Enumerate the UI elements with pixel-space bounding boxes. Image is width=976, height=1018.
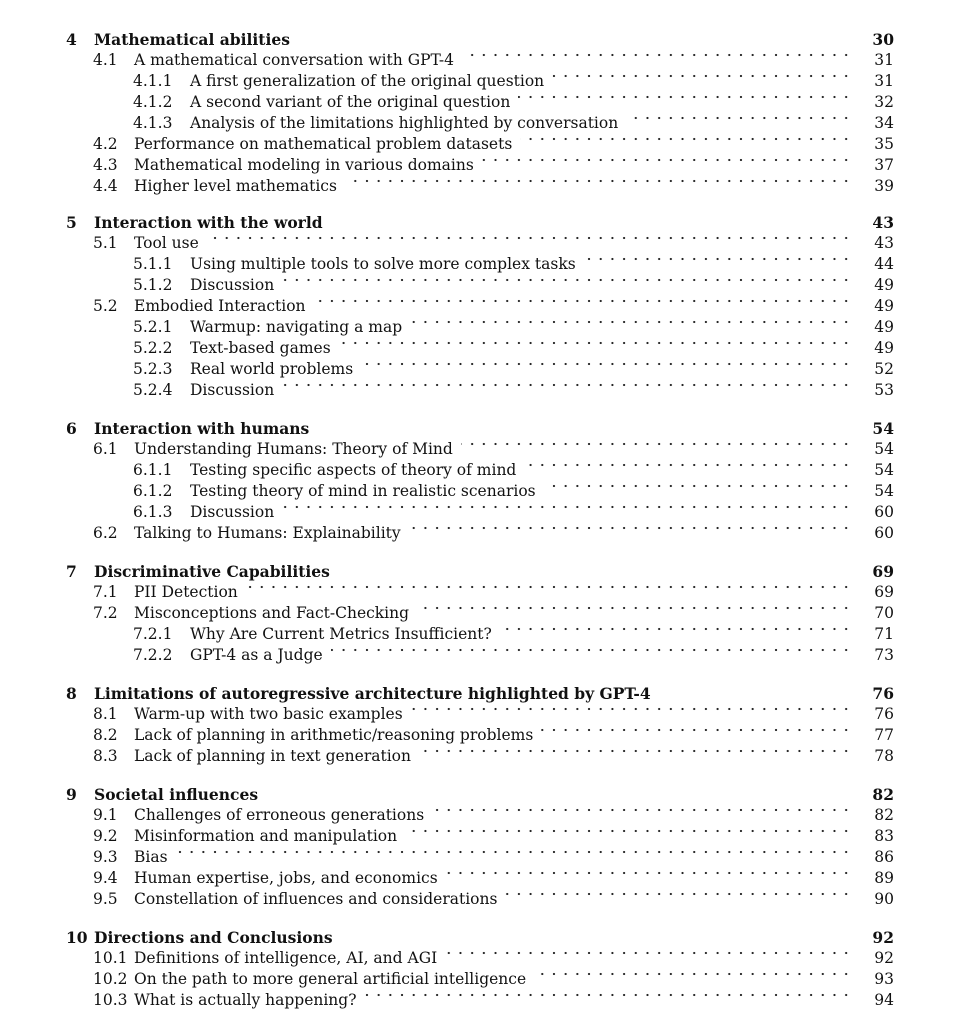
toc-number: 6.1 <box>93 440 118 458</box>
toc-entry-section[interactable] <box>0 176 976 197</box>
toc-page-number: 31 <box>874 51 894 69</box>
toc-entry-section[interactable] <box>0 50 976 71</box>
toc-page-number: 92 <box>872 928 894 947</box>
toc-title: Directions and Conclusions <box>94 928 333 947</box>
toc-page-number: 76 <box>874 705 894 723</box>
toc-page-number: 54 <box>874 482 894 500</box>
toc-title: Human expertise, jobs, and economics <box>134 869 438 887</box>
toc-page-number: 49 <box>874 318 894 336</box>
dot-leader <box>282 502 852 512</box>
toc-page-number: 90 <box>874 890 894 908</box>
toc-number: 6.1.3 <box>133 503 173 521</box>
toc-entry-subsection[interactable] <box>0 338 976 359</box>
toc-page-number: 76 <box>872 684 894 703</box>
toc-page-number: 53 <box>874 381 894 399</box>
toc-entry-section[interactable] <box>0 296 976 317</box>
dot-leader <box>282 380 852 390</box>
toc-entry-section[interactable] <box>0 948 976 969</box>
toc-number: 4.1 <box>93 51 118 69</box>
toc-entry-chapter[interactable] <box>0 212 976 233</box>
toc-entry-subsection[interactable] <box>0 645 976 666</box>
toc-title: Testing specific aspects of theory of mind <box>190 461 517 479</box>
toc-number: 5.2.4 <box>133 381 173 399</box>
toc-page-number: 94 <box>874 991 894 1009</box>
dot-leader <box>410 317 852 327</box>
toc-page-number: 43 <box>874 234 894 252</box>
dot-leader <box>534 969 852 979</box>
toc-title: Real world problems <box>190 360 354 378</box>
toc-page-number: 70 <box>874 604 894 622</box>
toc-page-number: 34 <box>874 114 894 132</box>
toc-entry-section[interactable] <box>0 868 976 889</box>
toc-number: 5.1.2 <box>133 276 173 294</box>
toc-page-number: 89 <box>874 869 894 887</box>
toc-title: Mathematical modeling in various domains <box>134 156 474 174</box>
toc-entry-section[interactable] <box>0 582 976 603</box>
toc-title: Lack of planning in arithmetic/reasoning problems <box>134 726 534 744</box>
toc-page-number: 71 <box>874 625 894 643</box>
toc-title: Discriminative Capabilities <box>94 562 330 581</box>
dot-leader <box>461 439 852 449</box>
toc-number: 5.1 <box>93 234 118 252</box>
toc-entry-subsection[interactable] <box>0 380 976 401</box>
toc-page-number: 69 <box>874 583 894 601</box>
toc-title: Challenges of erroneous generations <box>134 806 425 824</box>
dot-leader <box>518 92 852 102</box>
dot-leader <box>176 847 852 857</box>
toc-number: 10.1 <box>93 949 128 967</box>
toc-entry-subsection[interactable] <box>0 317 976 338</box>
toc-number: 5.2.3 <box>133 360 173 378</box>
toc-title: Why Are Current Metrics Insufficient? <box>190 625 492 643</box>
toc-entry-section[interactable] <box>0 805 976 826</box>
toc-number: 8.1 <box>93 705 118 723</box>
toc-number: 4.4 <box>93 177 118 195</box>
toc-entry-section[interactable] <box>0 233 976 254</box>
toc-title: Discussion <box>190 276 275 294</box>
toc-title: A first generalization of the original question <box>190 72 545 90</box>
dot-leader <box>520 134 852 144</box>
dot-leader <box>339 338 852 348</box>
toc-entry-section[interactable] <box>0 134 976 155</box>
toc-number: 4.3 <box>93 156 118 174</box>
toc-entry-subsection[interactable] <box>0 624 976 645</box>
toc-page-number: 44 <box>874 255 894 273</box>
dot-leader <box>446 868 852 878</box>
toc-entry-section[interactable] <box>0 889 976 910</box>
toc-title: A second variant of the original question <box>190 93 511 111</box>
toc-title: Mathematical abilities <box>94 30 290 49</box>
toc-number: 8.2 <box>93 726 118 744</box>
toc-title: Discussion <box>190 381 275 399</box>
toc-entry-section[interactable] <box>0 990 976 1011</box>
dot-leader <box>419 746 852 756</box>
dot-leader <box>544 481 852 491</box>
toc-page-number: 35 <box>874 135 894 153</box>
toc-title: Misinformation and manipulation <box>134 827 398 845</box>
toc-entry-section[interactable] <box>0 847 976 868</box>
toc-number: 8.3 <box>93 747 118 765</box>
toc-title: PII Detection <box>134 583 238 601</box>
toc-number: 5.2.2 <box>133 339 173 357</box>
dot-leader <box>500 624 852 634</box>
toc-page-number: 54 <box>874 440 894 458</box>
toc-title: On the path to more general artificial intelligence <box>134 970 527 988</box>
toc-page-number: 69 <box>872 562 894 581</box>
toc-page-number: 49 <box>874 339 894 357</box>
toc-title: Misconceptions and Fact-Checking <box>134 604 410 622</box>
dot-leader <box>246 582 852 592</box>
toc-number: 7.1 <box>93 583 118 601</box>
toc-entry-chapter[interactable] <box>0 418 976 439</box>
toc-number: 6.1.2 <box>133 482 173 500</box>
dot-leader <box>331 645 852 655</box>
toc-number: 9.3 <box>93 848 118 866</box>
toc-entry-subsection[interactable] <box>0 481 976 502</box>
toc-title: GPT-4 as a Judge <box>190 646 323 664</box>
toc-page-number: 43 <box>872 213 894 232</box>
toc-page-number: 31 <box>874 72 894 90</box>
toc-page-number: 30 <box>872 30 894 49</box>
toc-page-number: 82 <box>872 785 894 804</box>
toc-entry-chapter[interactable] <box>0 29 976 50</box>
toc-number: 10 <box>66 928 88 947</box>
toc-page-number: 92 <box>874 949 894 967</box>
toc-page-number: 52 <box>874 360 894 378</box>
toc-entry-section[interactable] <box>0 439 976 460</box>
toc-entry-chapter[interactable] <box>0 561 976 582</box>
toc-entry-section[interactable] <box>0 704 976 725</box>
toc-title: Definitions of intelligence, AI, and AGI <box>134 949 438 967</box>
dot-leader <box>361 359 852 369</box>
toc-number: 4.1.2 <box>133 93 173 111</box>
toc-entry-section[interactable] <box>0 155 976 176</box>
toc-entry-section[interactable] <box>0 725 976 746</box>
dot-leader <box>411 704 852 714</box>
toc-number: 7.2.2 <box>133 646 173 664</box>
toc-number: 4 <box>66 30 77 49</box>
toc-entry-subsection[interactable] <box>0 92 976 113</box>
dot-leader <box>626 113 852 123</box>
toc-entry-subsection[interactable] <box>0 71 976 92</box>
toc-title: Warmup: navigating a map <box>190 318 403 336</box>
toc-entry-chapter[interactable] <box>0 927 976 948</box>
toc-page-number: 49 <box>874 276 894 294</box>
toc-number: 5.2 <box>93 297 118 315</box>
toc-number: 4.1.3 <box>133 114 173 132</box>
toc-number: 10.3 <box>93 991 128 1009</box>
dot-leader <box>462 50 852 60</box>
toc-number: 6.1.1 <box>133 461 173 479</box>
toc-entry-subsection[interactable] <box>0 254 976 275</box>
dot-leader <box>552 71 852 81</box>
toc-page-number: 78 <box>874 747 894 765</box>
toc-number: 9.1 <box>93 806 118 824</box>
toc-number: 5.2.1 <box>133 318 173 336</box>
toc-entry-chapter[interactable] <box>0 683 976 704</box>
toc-page-number: 32 <box>874 93 894 111</box>
toc-title: What is actually happening? <box>134 991 357 1009</box>
toc-page-number: 60 <box>874 503 894 521</box>
toc-title: Using multiple tools to solve more complex tasks <box>190 255 576 273</box>
toc-entry-subsection[interactable] <box>0 460 976 481</box>
toc-entry-section[interactable] <box>0 746 976 767</box>
toc-entry-section[interactable] <box>0 523 976 544</box>
toc-title: Higher level mathematics <box>134 177 337 195</box>
dot-leader <box>432 805 852 815</box>
toc-number: 9.2 <box>93 827 118 845</box>
toc-page-number: 60 <box>874 524 894 542</box>
toc-number: 9.5 <box>93 890 118 908</box>
toc-title: Testing theory of mind in realistic scenarios <box>190 482 536 500</box>
toc-title: Tool use <box>134 234 199 252</box>
toc-title: Analysis of the limitations highlighted by conversation <box>190 114 619 132</box>
toc-page-number: 73 <box>874 646 894 664</box>
dot-leader <box>314 296 852 306</box>
toc-number: 5.1.1 <box>133 255 173 273</box>
toc-title: Societal influences <box>94 785 259 804</box>
toc-number: 7.2.1 <box>133 625 173 643</box>
toc-number: 4.1.1 <box>133 72 173 90</box>
dot-leader <box>207 233 852 243</box>
dot-leader <box>345 176 852 186</box>
toc-number: 8 <box>66 684 77 703</box>
dot-leader <box>541 725 852 735</box>
toc-page-number: 39 <box>874 177 894 195</box>
toc-title: Text-based games <box>190 339 331 357</box>
toc-entry-section[interactable] <box>0 826 976 847</box>
dot-leader <box>365 990 852 1000</box>
dot-leader <box>482 155 852 165</box>
toc-entry-subsection[interactable] <box>0 113 976 134</box>
toc-page-number: 54 <box>874 461 894 479</box>
toc-title: Interaction with humans <box>94 419 310 438</box>
toc-page-number: 77 <box>874 726 894 744</box>
toc-page-number: 54 <box>872 419 894 438</box>
toc-entry-subsection[interactable] <box>0 359 976 380</box>
toc-entry-section[interactable] <box>0 969 976 990</box>
toc-page-number: 82 <box>874 806 894 824</box>
toc-page-number: 49 <box>874 297 894 315</box>
toc-number: 7.2 <box>93 604 118 622</box>
toc-entry-chapter[interactable] <box>0 784 976 805</box>
toc-number: 6.2 <box>93 524 118 542</box>
toc-title: Understanding Humans: Theory of Mind <box>134 440 453 458</box>
toc-entry-section[interactable] <box>0 603 976 624</box>
dot-leader <box>417 603 852 613</box>
dot-leader <box>584 254 852 264</box>
toc-number: 4.2 <box>93 135 118 153</box>
toc-title: Embodied Interaction <box>134 297 306 315</box>
dot-leader <box>282 275 852 285</box>
toc-title: Constellation of influences and considerations <box>134 890 498 908</box>
toc-title: Talking to Humans: Explainability <box>134 524 401 542</box>
dot-leader <box>405 826 852 836</box>
dot-leader <box>409 523 852 533</box>
toc-number: 9.4 <box>93 869 118 887</box>
toc-number: 5 <box>66 213 77 232</box>
dot-leader <box>445 948 852 958</box>
toc-entry-subsection[interactable] <box>0 275 976 296</box>
toc-title: Lack of planning in text generation <box>134 747 411 765</box>
toc-number: 10.2 <box>93 970 128 988</box>
toc-number: 7 <box>66 562 77 581</box>
toc-number: 9 <box>66 785 77 804</box>
dot-leader <box>524 460 852 470</box>
toc-number: 6 <box>66 419 77 438</box>
toc-title: Performance on mathematical problem datasets <box>134 135 513 153</box>
toc-entry-subsection[interactable] <box>0 502 976 523</box>
toc-title: Warm-up with two basic examples <box>134 705 403 723</box>
toc-title: Bias <box>134 848 168 866</box>
toc-page-number: 83 <box>874 827 894 845</box>
toc-page-number: 86 <box>874 848 894 866</box>
toc-page-number: 37 <box>874 156 894 174</box>
toc-title: A mathematical conversation with GPT-4 <box>134 51 454 69</box>
toc-title: Limitations of autoregressive architecture highlighted by GPT-4 <box>94 684 651 703</box>
toc-title: Interaction with the world <box>94 213 323 232</box>
toc-page-number: 93 <box>874 970 894 988</box>
toc-title: Discussion <box>190 503 275 521</box>
dot-leader <box>505 889 852 899</box>
